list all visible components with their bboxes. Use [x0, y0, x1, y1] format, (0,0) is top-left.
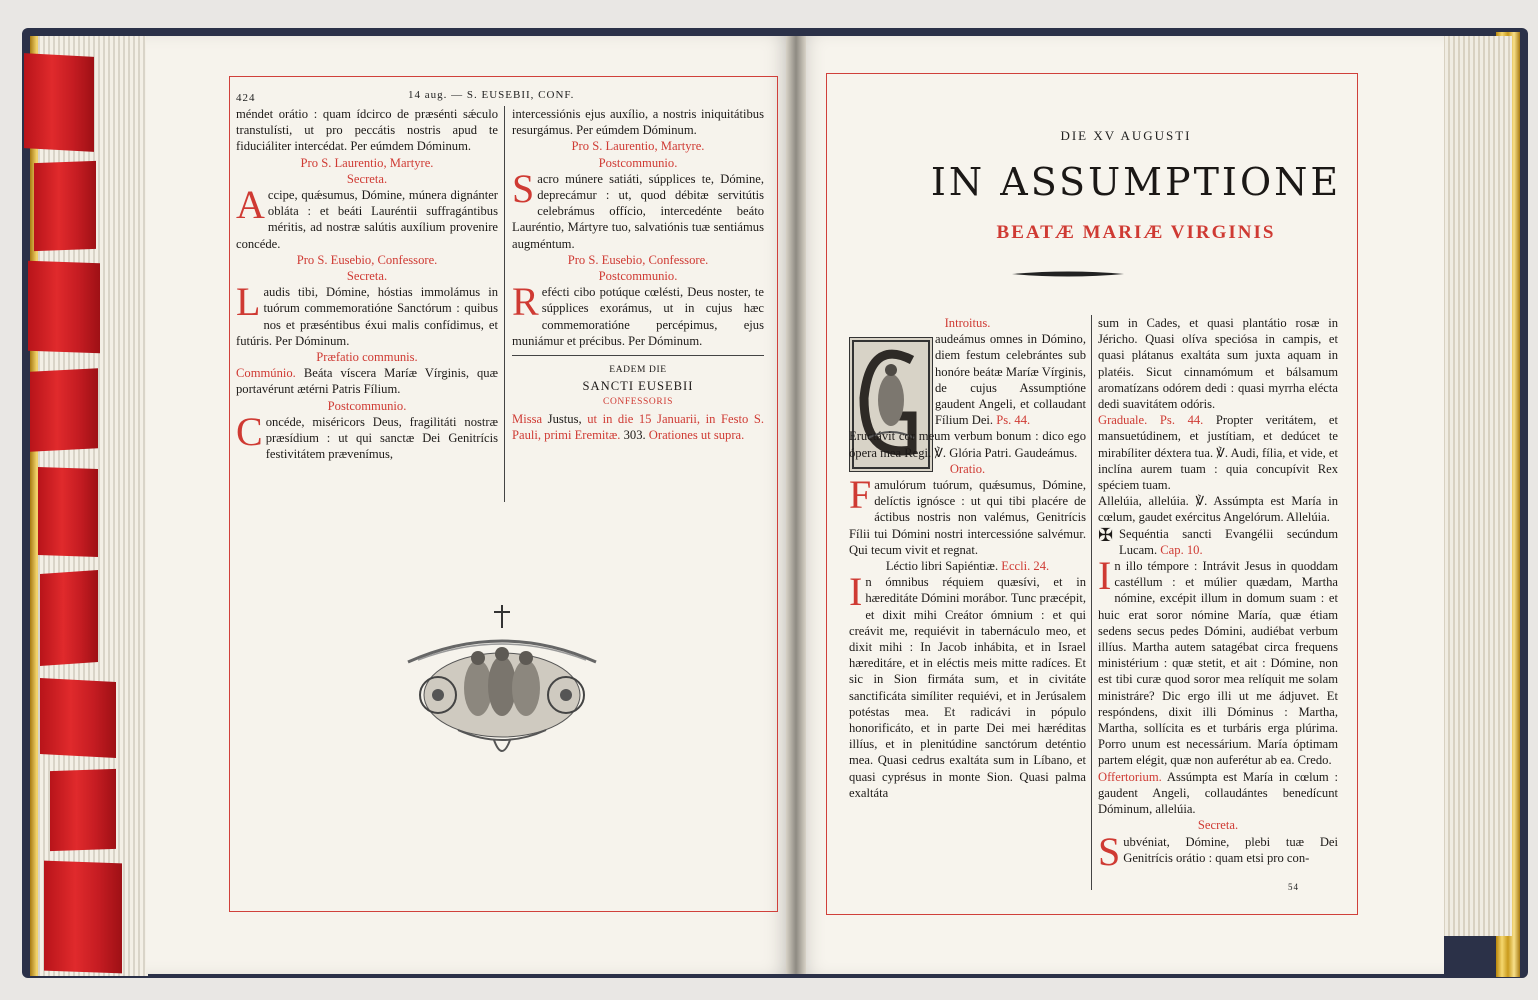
graduale-ref: Ps. 44. [1159, 413, 1204, 428]
left-column-1 [236, 106, 498, 462]
right-page-stack [1440, 36, 1512, 936]
body-text: méndet orátio : quam ídcirco de præsénti sǽculo transtulísti, ut pro peccátis nostris apud te fiduciáliter intercédat. Per eúmdem Dóminum. [236, 107, 498, 154]
column-divider-right [1091, 315, 1092, 890]
ribbon-2[interactable] [34, 161, 96, 251]
section-rule [512, 355, 764, 356]
eadem-die: EADEM DIE [609, 365, 667, 376]
oratio-text: amulórum tuórum, quǽsumus, Dómine, delíctis ignósce : ut qui tibi placére de áctibus nostris non valémus, Genitrícis Fílii tui Dómini nostri intercessióne salvémur. Qui tecum vivit et regnat. [849, 478, 1086, 557]
rubric: Postcommunio. [327, 398, 407, 413]
title-ornament [1012, 269, 1124, 279]
body-text: Beáta víscera Maríæ Vírginis, quæ portavérunt ætérni Patris Fílium. [236, 366, 498, 397]
rubric: Postcommunio. [598, 269, 678, 284]
ribbon-4[interactable] [30, 368, 98, 452]
angel-engraving [398, 600, 606, 765]
lectio-continued: sum in Cades, et quasi plantátio rosæ in Jéricho. Quasi olíva speciósa in campis, et quasi plátanus exaltáta sum juxta aquam in platéis. Sicut cinnamómum et bálsamum aromatízans odórem dedi : quasi myrrha elécta dedi suavitátem odóris. [1098, 316, 1338, 412]
cross-icon: ✠ [1098, 524, 1114, 545]
evangelium-text: n illo témpore : Intrávit Jesus in quoddam castéllum : et múlier quædam, Martha nómine, excépit illum in domum suam : et huic erat soror nómine María, quæ étiam sedens secus pedes Dómini, audiébat verbum illíus. Martha autem satagébat circa frequens ministérium : quæ stetit, et ait : Dómine, non est tibi curæ quod soror mea relíquit me solam ministráre? Dic ergo illi ut me ádjuvet. Et respóndens, dixit illi Dóminus : Martha, Martha, sollícita es et turbáris erga plúrima. Porro unum est necessárium. María óptimam partem elégit, quæ non auferétur ab ea. Credo. [1098, 559, 1338, 768]
introitus-label: Introitus. [944, 316, 991, 330]
right-column-2: sum in Cades, et quasi plantátio rosæ in Jéricho. Quasi olíva speciósa in campis, et quasi plátanus exaltáta sum juxta aquam in platéis. Sicut cinnamómum et bálsamum aromatízans odórem dedi : quasi myrrha elécta dedi suavitátem odóris. Graduale. Ps. 44. Propter veritátem, et mansuetúdinem, et justítiam, et dedúcet te mirabíliter déxtera tua. ℣. Audi, fília, et vide, et inclína aurem tuam : quia concupívit Rex spéciem tuam. Allelúia, allelúia. ℣. Assúmpta est María in cœlum, gaudet exércitus Angelórum. Allelúia. ✠ Sequéntia sancti Evangélii secúndum Lucam. Cap. 10. In illo témpore : Intrávit Jesus in quoddam castéllum : et múlier quædam, Martha nómine, excépit illum in domum suam : et huic erat soror nómine María, quæ étiam sedens secus pedes Dómini, audiébat verbum illíus. Martha autem satagébat circa frequens ministérium : quæ stetit, et ait : Dómine, non est tibi curæ quod soror mea relíquit me solam ministráre? Dic ergo illi ut me ádjuvet. Et respóndens, dixit illi Dóminus : Martha, Martha, sollícita es et turbáris erga plúrima. Porro unum est necessárium. María óptimam partem elégit, quæ non auferétur ab ea. Credo. Offertorium. Assúmpta est María in cœlum : gaudent Angeli, collaudántes benedícunt Dóminum, allelúia. Secreta. Subvéniat, Dómine, plebi tuæ Dei Genitrícis orátio : quam etsi pro con- [1098, 316, 1338, 874]
lectio-ref: Eccli. 24. [1001, 559, 1050, 574]
alleluia-text: Allelúia, allelúia. ℣. Assúmpta est María in cœlum, gaudet exércitus Angelórum. Allelúia. [1098, 494, 1338, 525]
missa-ref: ut in die 15 Januarii, in Festo S. Pauli, primi Eremitæ. [512, 411, 764, 442]
rubric: Pro S. Laurentio, Martyre. [571, 139, 705, 154]
ribbon-5[interactable] [38, 467, 98, 557]
rubric: Pro S. Eusebio, Confessore. [567, 252, 709, 267]
body-text: acro múnere satiáti, súpplices te, Dómine, deprecámur : ut, quod débitæ servitútis celebrámus offício, intercedénte beáto Lauréntio, Mártyre tuo, salvatiónis tuæ sentiámus augméntum. [512, 171, 764, 251]
body-text: intercessiónis ejus auxílio, a nostris iniquitátibus resurgámus. Per eúmdem Dóminum. [512, 107, 764, 138]
lectio-label: Léctio libri Sapiéntiæ. [885, 559, 999, 574]
ribbon-9[interactable] [44, 861, 122, 974]
rubric: Postcommunio. [598, 155, 678, 170]
page-number: 424 [236, 92, 256, 104]
left-column-2 [512, 106, 764, 443]
orationes-note: Orationes ut supra. [648, 427, 745, 442]
ribbon-7[interactable] [40, 678, 116, 758]
signature-mark: 54 [1288, 882, 1299, 892]
ribbon-8[interactable] [50, 769, 116, 851]
offertorium-label: Offertorium. [1098, 769, 1162, 784]
rubric: Secreta. [346, 171, 388, 186]
missa-label: Missa [512, 411, 543, 426]
missa-page: 303. [623, 427, 646, 442]
book-gutter [786, 36, 806, 974]
secreta-text: ubvéniat, Dómine, plebi tuæ Dei Genitrícis orátio : quam etsi pro con- [1123, 834, 1338, 865]
rubric: Pro S. Eusebio, Confessore. [296, 252, 438, 267]
feast-date: DIE XV AUGUSTI [1060, 128, 1192, 143]
sancti-heading: SANCTI EUSEBII [582, 379, 694, 394]
drop-initial: L [236, 279, 261, 325]
graduale-text: Propter veritátem, et mansuetúdinem, et justítiam, et dedúcet te mirabíliter déxtera tua. ℣. Audi, fília, et vide, et inclína aurem tuam : quia concupívit Rex spéciem tuam. [1098, 413, 1338, 493]
column-divider [504, 106, 505, 502]
body-text: efécti cibo potúque cœlésti, Deus noster, te súpplices exorámus, ut in cujus hæc commemoratióne percépimus, ejus muniámur et précibus. Per Dóminum. [512, 285, 764, 348]
sequentia-ref: Cap. 10. [1160, 542, 1203, 557]
feast-title: IN ASSUMPTIONE [930, 160, 1342, 204]
confessoris-heading: CONFESSORIS [603, 397, 673, 408]
graduale-label: Graduale. [1098, 413, 1148, 428]
ribbon-1[interactable] [24, 53, 94, 152]
right-column-1: Introitus. audeámus omnes in Dómino, diem festum celebrántes sub honóre beátæ Maríæ Vírginis, de cujus Assumptióne gaudent Angeli, et collaudant Fílium Dei. Ps. 44. Eructávit cor meum verbum bonum : dico ego ópera mea Regi. ℣. Glória Patri. Gaudeámus. Oratio. Famulórum tuórum, quǽsumus, Dómine, delíctis ignósce : ut qui tibi placére de áctibus nostris non valémus, Genitrícis Fílii tui Dómini nostri intercessióne salvémur. Qui tecum vivit et regnat. Léctio libri Sapiéntiæ. Eccli. 24. In ómnibus réquiem quæsívi, et in hæreditáte Dómini morábor. Tunc præcépit, et dixit mihi Creátor ómnium : et qui creávit me, requiévit in tabernáculo meo, et dixit mihi : In Jacob inhábita, et in Israel hæreditáre, et in eléctis meis mitte radíces. Et sic in Sion firmáta sum, et in civitáte sanctificáta simíliter requiévi, et in Jerúsalem potéstas mea. Et radicávi in pópulo honorificáto, et in parte Dei mei hæréditas illíus, et in plenitúdine sanctórum deténtio mea. Quasi cedrus exaltáta sum in Líbano, et quasi cyprésus in monte Sion. Quasi palma exaltáta [849, 316, 1086, 800]
rubric: Pro S. Laurentio, Martyre. [300, 155, 434, 170]
ribbon-3[interactable] [28, 261, 100, 354]
missa-text: Justus, [547, 411, 582, 426]
feast-subtitle: BEATÆ MARIÆ VIRGINIS [996, 222, 1276, 243]
running-head: 14 aug. — S. EUSEBII, CONF. [408, 89, 575, 101]
offertorium-text: Assúmpta est María in cœlum : gaudent Angeli, collaudántes benedícunt Dóminum, allelúia. [1098, 769, 1338, 817]
ribbon-6[interactable] [40, 570, 98, 666]
introitus-text: audeámus omnes in Dómino, diem festum celebrántes sub honóre beátæ Maríæ Vírginis, de cujus Assumptióne gaudent Angeli, et collaudant Fílium Dei. [935, 332, 1086, 428]
body-text: ccipe, quǽsumus, Dómine, múnera dignánter obláta : et beáti Lauréntii suffragántibus méritis, ad nostræ salútis auxílium provenire concéde. [236, 188, 498, 251]
rubric-label: Commúnio. [236, 366, 296, 381]
secreta-label: Secreta. [1197, 818, 1239, 833]
rubric: Præfatio communis. [316, 350, 418, 365]
lectio-text: n ómnibus réquiem quæsívi, et in hæreditáte Dómini morábor. Tunc præcépit, et dixit mihi Creátor ómnium : et qui creávit me, requiévit in tabernáculo meo, et dixit mihi : In Jacob inhábita, et in Israel hæreditáre, et in eléctis meis mitte radíces. Et sic in Sion firmáta sum, et in civitáte sanctificáta simíliter requiévi, et in Jerúsalem potéstas mea. Et radicávi in pópulo honorificáto, et in parte Dei mei hæréditas illíus, et in plenitúdine sanctórum deténtio mea. Quasi cedrus exaltáta sum in Líbano, et quasi cyprésus in monte Sion. Quasi palma exaltáta [849, 575, 1086, 800]
oratio-label: Oratio. [949, 461, 986, 476]
rubric: Secreta. [346, 269, 388, 284]
body-text: audis tibi, Dómine, hóstias immolámus in tuórum commemoratióne Sanctórum : quibus nos et præséntibus éxui malis confídimus, et futúris. Per Dóminum. [236, 285, 498, 348]
introitus-cont: Eructávit cor meum verbum bonum : dico ego ópera mea Regi. ℣. Glória Patri. Gaudeámus. [849, 429, 1086, 460]
sequentia-text: Sequéntia sancti Evangélii secúndum Lucam. [1119, 526, 1338, 557]
drop-initial: R [512, 279, 539, 325]
drop-initial: A [236, 182, 265, 228]
introitus-ref: Ps. 44. [996, 413, 1031, 428]
body-text: oncéde, miséricors Deus, fragilitáti nostræ præsídium : ut qui sanctæ Dei Genitrícis festivitátem prævenímus, [265, 414, 498, 462]
drop-initial: S [512, 165, 535, 211]
drop-initial: C [236, 408, 263, 454]
